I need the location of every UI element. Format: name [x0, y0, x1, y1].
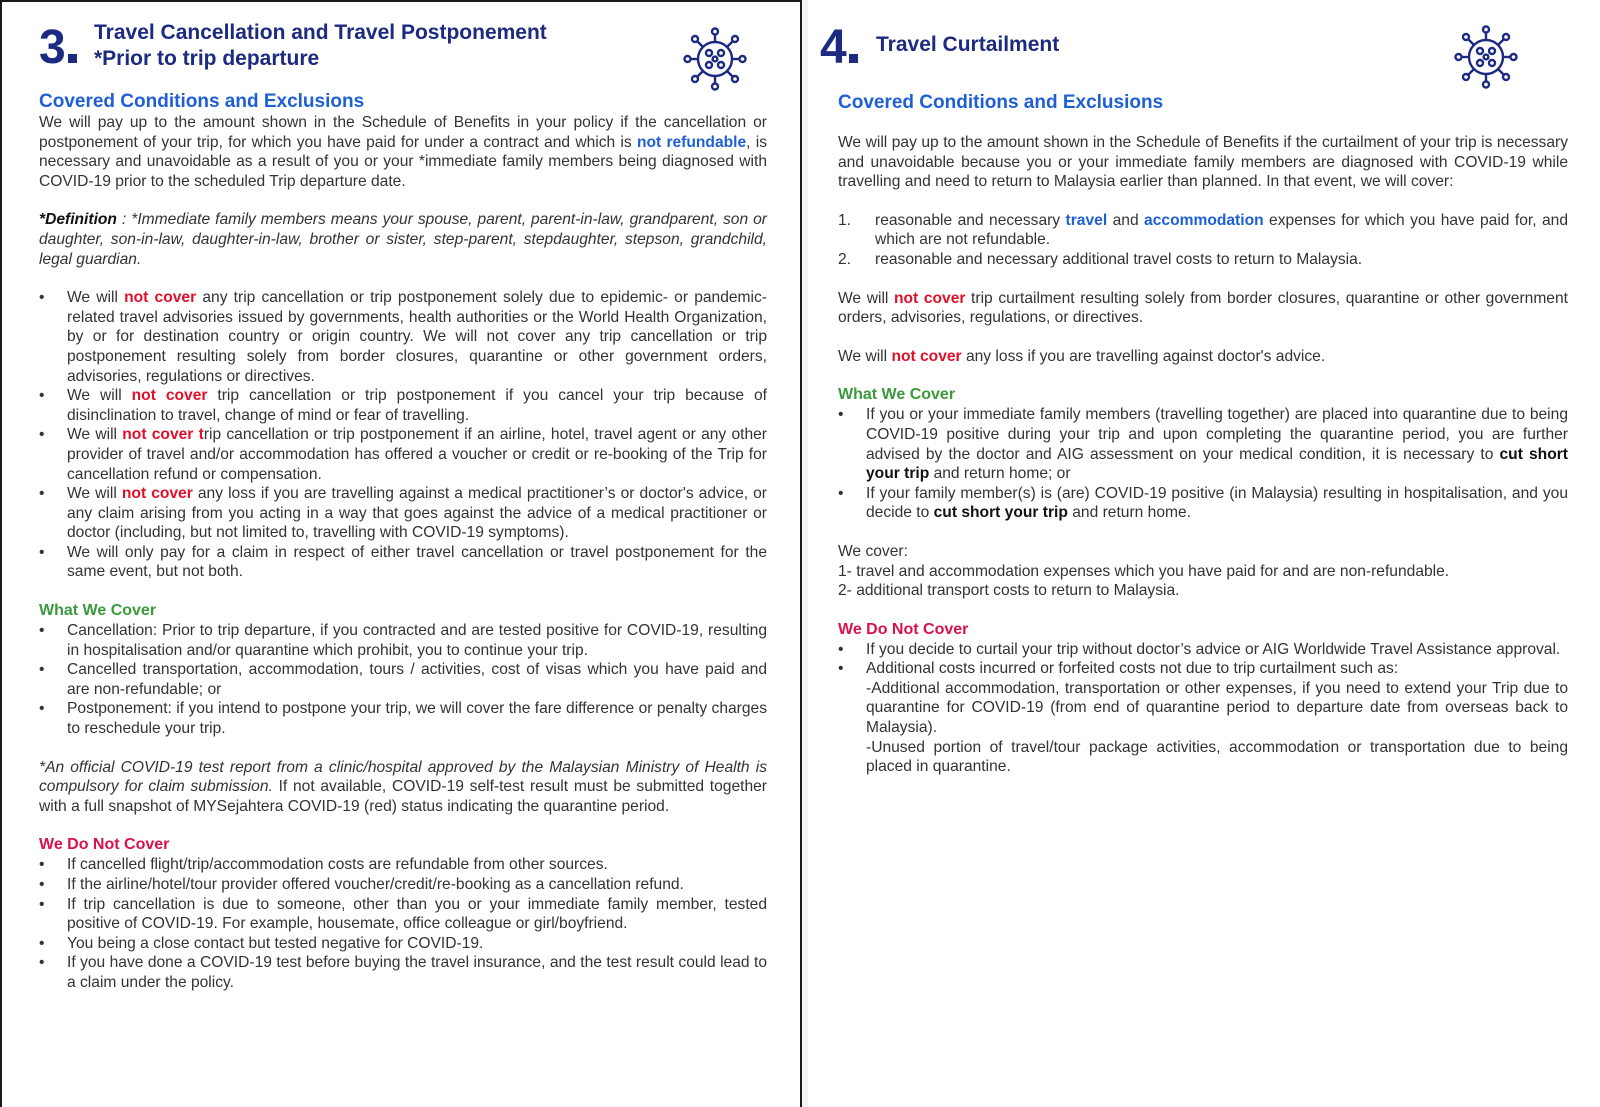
- right-page: [808, 0, 1600, 1107]
- list-item: • If cancelled flight/trip/accommodation costs are refundable from other sources.: [39, 855, 767, 875]
- cover-list: [838, 211, 1568, 270]
- list-item: • Cancelled transportation, accommodation, tours / activities, cost of visas which you have paid and are non-refundable; or: [39, 660, 767, 699]
- definition: *Definition : *Immediate family members means your spouse, parent, parent-in-law, grandparent, son or daughter, son-in-law, daughter-in-law, brother or sister, step-parent, stepdaughter, stepson, grandchild, legal guardian.: [39, 211, 767, 268]
- list-item: • If you have done a COVID-19 test before buying the travel insurance, and the test result could lead to a claim under the policy.: [39, 953, 767, 992]
- section-number: 4: [820, 24, 858, 72]
- exclusion-paragraph: We will not cover any loss if you are travelling against doctor's advice.: [838, 347, 1326, 365]
- what-we-cover-list: [39, 621, 767, 739]
- we-cover-item: 2- additional transport costs to return to Malaysia.: [838, 582, 1180, 600]
- list-item: • If you decide to curtail your trip without doctor’s advice or AIG Worldwide Travel Assistance approval.: [838, 640, 1568, 660]
- what-we-cover-list: [838, 405, 1568, 523]
- list-item: • If you or your immediate family members (travelling together) are placed into quarantine due to being COVID-19 positive during your trip and upon completing the quarantine period, you are further advised by the doctor and AIG assessment on your medical condition, it is necessary to cut short your trip and return home; or: [838, 405, 1568, 483]
- list-item: • We will not cover any trip cancellation or trip postponement solely due to epidemic- or pandemic-related travel advisories issued by governments, health authorities or the World Health Organization, by or for destination country or origin country. We will not cover any trip cancellation or trip postponement resulting solely from border closures, quarantine or other government orders, advisories, regulations or directives.: [39, 288, 767, 386]
- we-do-not-cover-list: [838, 640, 1568, 777]
- covered-heading: Covered Conditions and Exclusions: [39, 91, 365, 112]
- list-item: • You being a close contact but tested negative for COVID-19.: [39, 934, 767, 954]
- we-cover-label: We cover:: [838, 542, 908, 560]
- covered-heading: Covered Conditions and Exclusions: [838, 92, 1164, 113]
- section-number: 3: [39, 24, 77, 72]
- intro-paragraph: We will pay up to the amount shown in the Schedule of Benefits if the curtailment of your trip is necessary and unavoidable because you or your immediate family members are diagnosed with COVID-19 while travelling and need to return to Malaysia earlier than planned. In that event, we will cover:: [838, 134, 1568, 191]
- list-item: • Postponement: if you intend to postpone your trip, we will cover the fare difference or penalty charges to reschedule your trip.: [39, 699, 767, 738]
- we-do-not-cover-list: [39, 855, 767, 992]
- we-do-not-cover-heading: We Do Not Cover: [838, 620, 969, 638]
- what-we-cover-heading: What We Cover: [838, 386, 956, 404]
- list-item: • If your family member(s) is (are) COVID-19 positive (in Malaysia) resulting in hospitalisation, and you decide to cut short your trip and return home.: [838, 484, 1568, 523]
- list-item: • Cancellation: Prior to trip departure, if you contracted and are tested positive for COVID-19, resulting in hospitalisation and/or quarantine which prohibit, you to continue your trip.: [39, 621, 767, 660]
- list-item: • We will not cover trip cancellation or trip postponement if you cancel your trip because of disinclination to travel, change of mind or fear of travelling.: [39, 386, 767, 425]
- list-item: • If trip cancellation is due to someone, other than you or your immediate family member, tested positive of COVID-19. For example, housemate, office colleague or girl/boyfriend.: [39, 895, 767, 934]
- what-we-cover-heading: What We Cover: [39, 602, 157, 620]
- section-title: Travel Cancellation and Travel Postponement *Prior to trip departure: [94, 21, 547, 70]
- section-title: Travel Curtailment: [876, 33, 1060, 56]
- right-content: [838, 92, 1568, 777]
- we-do-not-cover-heading: We Do Not Cover: [39, 836, 170, 854]
- list-item: • We will only pay for a claim in respect of either travel cancellation or travel postponement for the same event, but not both.: [39, 543, 767, 582]
- claim-note: *An official COVID-19 test report from a clinic/hospital approved by the Malaysian Ministry of Health is compulsory for claim submission. If not available, COVID-19 self-test result must be submitted together with a full snapshot of MYSejahtera COVID-19 (red) status indicating the quarantine period.: [39, 758, 767, 815]
- list-item: • If the airline/hotel/tour provider offered voucher/credit/re-booking as a cancellation refund.: [39, 875, 767, 895]
- list-item: • We will not cover trip cancellation or trip postponement if an airline, hotel, travel agent or any other provider of travel and/or accommodation has offered a voucher or credit or re-booking of the Trip for cancellation refund or compensation.: [39, 425, 767, 484]
- list-item: 2. reasonable and necessary additional travel costs to return to Malaysia.: [838, 250, 1363, 268]
- intro-paragraph: We will pay up to the amount shown in the Schedule of Benefits in your policy if the cancellation or postponement of your trip, for which you have paid for under a contract and which is not refundable, is necessary and unavoidable as a result of you or your *immediate family members being diagnosed with COVID-19 prior to the scheduled Trip departure date.: [39, 114, 767, 190]
- exclusion-paragraph: We will not cover trip curtailment resulting solely from border closures, quarantine or other government orders, advisories, regulations, or directives.: [838, 289, 1568, 327]
- left-content: [39, 91, 767, 993]
- we-cover-item: 1- travel and accommodation expenses which you have paid for and are non-refundable.: [838, 562, 1450, 580]
- list-item: • Additional costs incurred or forfeited costs not due to trip curtailment such as: -Additional accommodation, transportation or other expenses, if you need to extend your Trip due to quarantine for COVID-19 (from end of quarantine period to departure date from overseas back to Malaysia). -Unused portion of travel/tour package activities, accommodation or transportation due to being placed in quarantine.: [838, 659, 1568, 777]
- virus-icon: [682, 26, 748, 92]
- exclusions-list: [39, 288, 767, 582]
- list-item: • We will not cover any loss if you are travelling against a medical practitioner’s or doctor's advice, or any claim arising from you acting in a way that goes against the advice of a medical practitioner or doctor (including, but not limited to, travelling with COVID-19 symptoms).: [39, 484, 767, 543]
- virus-icon: [1453, 24, 1519, 90]
- list-item: 1. reasonable and necessary travel and accommodation expenses for which you have paid for, and which are not refundable.: [838, 211, 1568, 249]
